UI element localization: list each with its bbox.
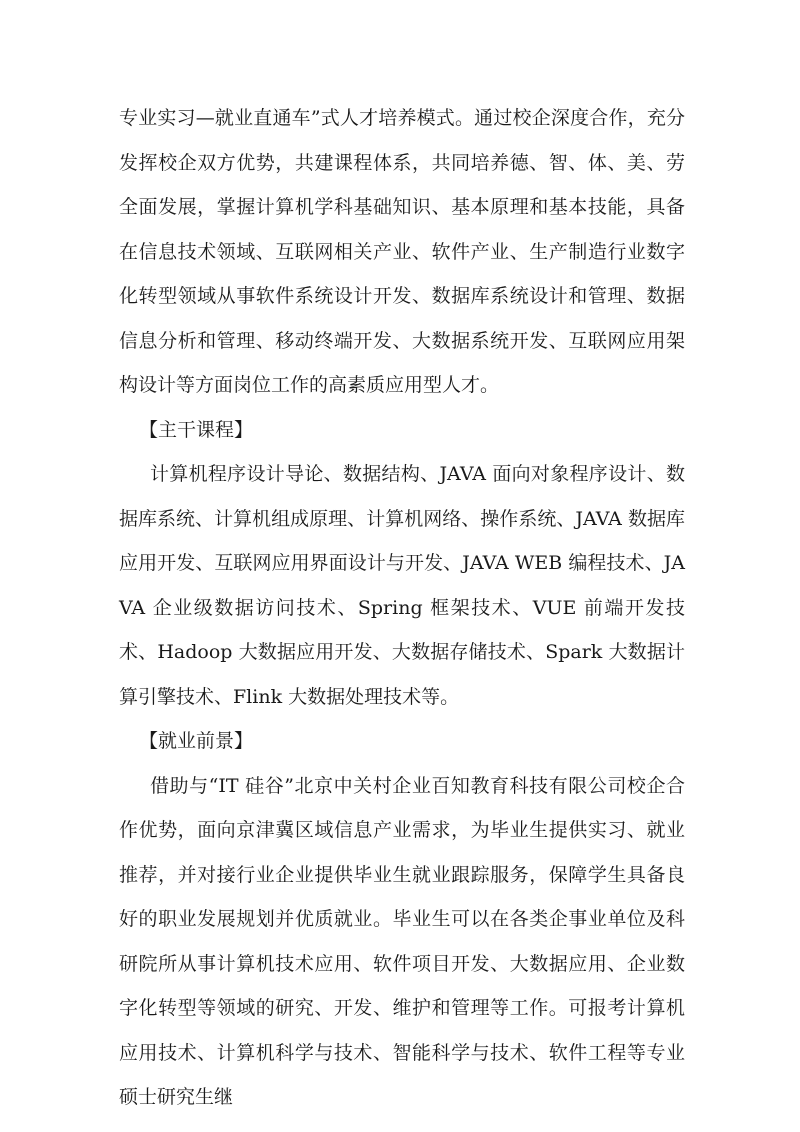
courses-heading: 【主干课程】 [139,418,254,441]
employment-heading: 【就业前景】 [139,730,254,752]
document-body [119,96,685,1120]
courses-paragraph: 计算机程序设计导论、数据结构、JAVA 面向对象程序设计、数据库系统、计算机组成原理、计算机网络、操作系统、JAVA 数据库应用开发、互联网应用界面设计与开发、JAVA WEB 编程技术、JAVA 企业级数据访问技术、Spring 框架技术、VUE 前端开发技术、Hadoop 大数据应用开发、大数据存储技术、Spark 大数据计算引擎技术、Flink 大数据处理技术等。 [119,463,685,708]
employment-paragraph: 借助与“IT 硅谷”北京中关村企业百知教育科技有限公司校企合作优势，面向京津冀区域信息产业需求，为毕业生提供实习、就业推荐，并对接行业企业提供毕业生就业跟踪服务，保障学生具备良好的职业发展规划并优质就业。毕业生可以在各类企事业单位及科研院所从事计算机技术应用、软件项目开发、大数据应用、企业数字化转型等领域的研究、开发、维护和管理等工作。可报考计算机应用技术、计算机科学与技术、智能科学与技术、软件工程等专业硕士研究生继 [119,774,685,1108]
intro-paragraph: 专业实习—就业直通车”式人才培养模式。通过校企深度合作，充分发挥校企双方优势，共建课程体系，共同培养德、智、体、美、劳全面发展，掌握计算机学科基础知识、基本原理和基本技能，具备在信息技术领域、互联网相关产业、软件产业、生产制造行业数字化转型领域从事软件系统设计开发、数据库系统设计和管理、数据信息分析和管理、移动终端开发、大数据系统开发、互联网应用架构设计等方面岗位工作的高素质应用型人才。 [119,107,685,396]
